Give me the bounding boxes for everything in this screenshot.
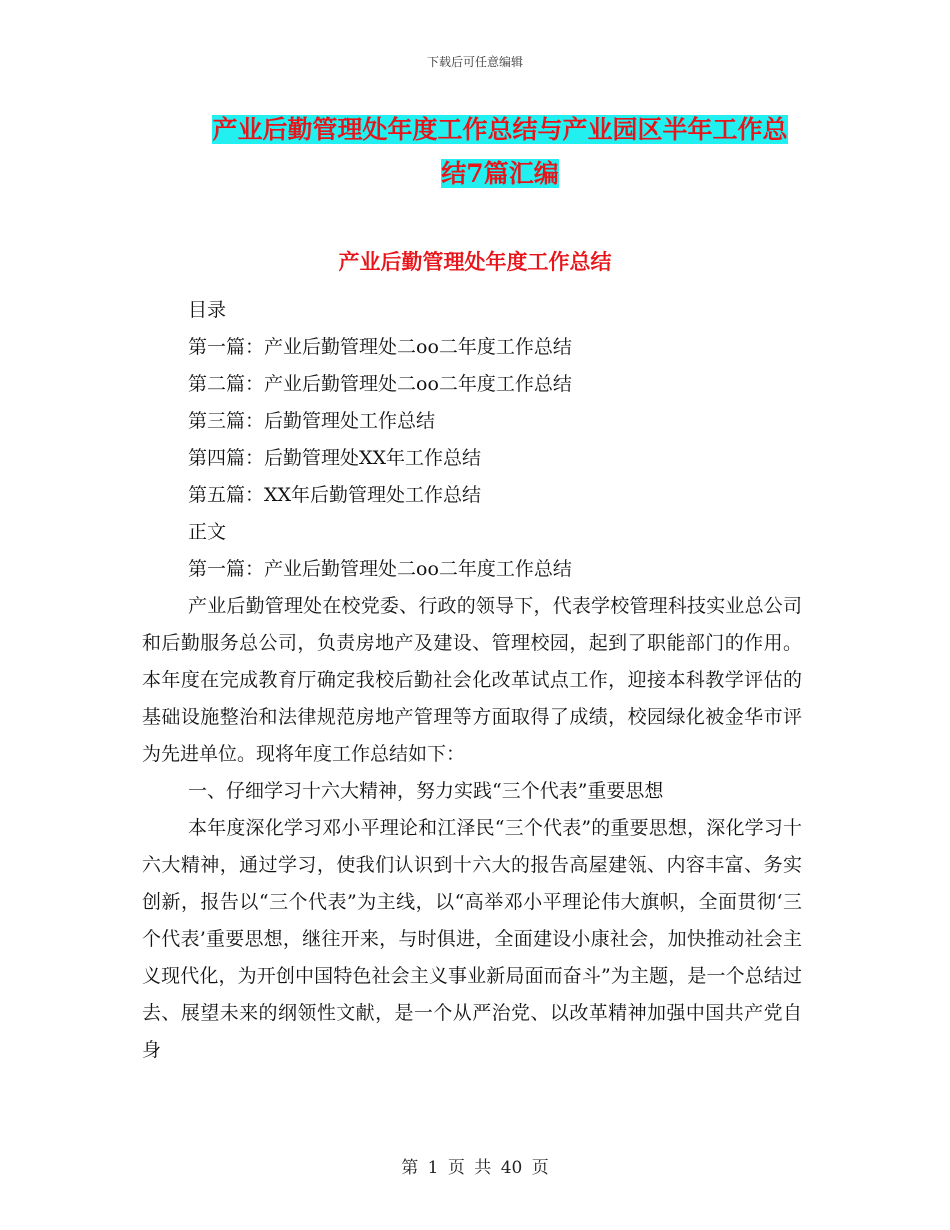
document-title-line-1: 产业后勤管理处年度工作总结与产业园区半年工作总 — [212, 115, 788, 144]
document-body — [142, 588, 802, 1069]
toc-item: 第二篇：产业后勤管理处二oo二年度工作总结 — [188, 373, 572, 395]
page-number: 第 1 页 共 40 页 — [401, 1158, 549, 1178]
document-title — [170, 108, 830, 196]
toc-item: 第四篇：后勤管理处XX年工作总结 — [188, 447, 482, 469]
toc-item: 第五篇：XX年后勤管理处工作总结 — [188, 484, 482, 506]
toc-heading: 目录 — [188, 299, 227, 321]
body-paragraph: 产业后勤管理处在校党委、行政的领导下，代表学校管理科技实业总公司和后勤服务总公司，负责房地产及建设、管理校园，起到了职能部门的作用。本年度在完成教育厅确定我校后勤社会化改革试点工作，迎接本科教学评估的基础设施整治和法律规范房地产管理等方面取得了成绩，校园绿化被金华市评为先进单位。现将年度工作总结如下： — [142, 595, 802, 765]
table-of-contents — [188, 292, 572, 588]
section-title: 产业后勤管理处年度工作总结 — [338, 249, 612, 274]
article-heading: 第一篇：产业后勤管理处二oo二年度工作总结 — [188, 558, 572, 580]
section-heading: 一、仔细学习十六大精神，努力实践“三个代表”重要思想 — [188, 780, 664, 802]
body-heading: 正文 — [188, 521, 227, 543]
toc-item: 第一篇：产业后勤管理处二oo二年度工作总结 — [188, 336, 572, 358]
body-paragraph: 本年度深化学习邓小平理论和江泽民“三个代表”的重要思想，深化学习十六大精神，通过学习，使我们认识到十六大的报告高屋建瓴、内容丰富、务实创新，报告以“三个代表”为主线，以“高举邓小平理论伟大旗帜，全面贯彻‘三个代表’重要思想，继往开来，与时俱进，全面建设小康社会，加快推动社会主义现代化，为开创中国特色社会主义事业新局面而奋斗”为主题，是一个总结过去、展望未来的纲领性文献，是一个从严治党、以改革精神加强中国共产党自身 — [142, 817, 802, 1061]
document-title-line-2: 结7篇汇编 — [441, 159, 559, 188]
page-header-note: 下载后可任意编辑 — [426, 55, 523, 69]
toc-item: 第三篇：后勤管理处工作总结 — [188, 410, 436, 432]
